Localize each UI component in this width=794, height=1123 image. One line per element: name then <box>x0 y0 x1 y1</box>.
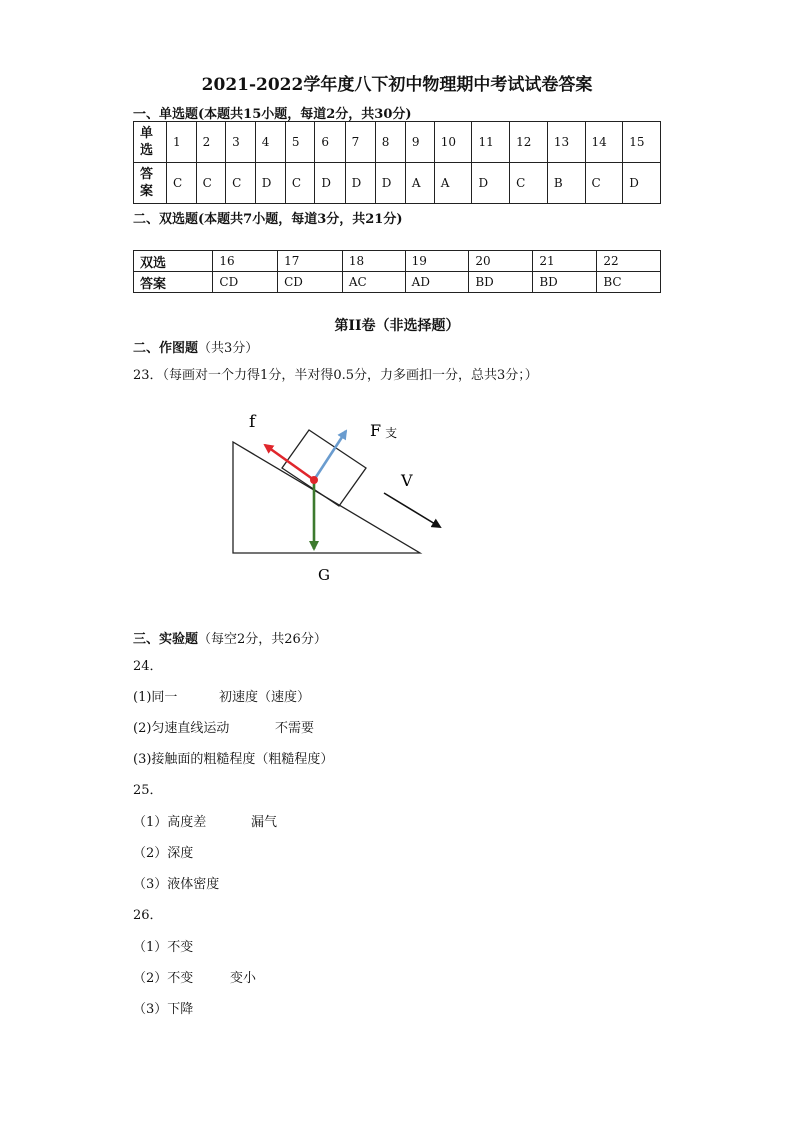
answer-cell: A <box>434 163 472 204</box>
drawing-heading: 二、作图题 <box>133 341 199 356</box>
q26-answer-1: （1）不变 <box>133 940 194 955</box>
row-label: 答案 <box>134 272 213 293</box>
section2-heading: 二、双选题(本题共7小题，每道3分，共21分) <box>133 212 403 227</box>
row-label: 答案 <box>134 163 167 204</box>
question-number: 22 <box>597 251 661 272</box>
answer-cell: D <box>623 163 661 204</box>
question-number: 2 <box>196 122 226 163</box>
row-label: 单选 <box>134 122 167 163</box>
question-number: 19 <box>405 251 469 272</box>
answer-cell: C <box>585 163 623 204</box>
q23-text: 23．（每画对一个力得1分，半对得0.5分，力多画扣一分，总共3分；） <box>133 368 538 383</box>
answer-cell: D <box>255 163 285 204</box>
table-row <box>134 122 661 163</box>
question-number: 20 <box>469 251 533 272</box>
section1-heading: 一、单选题(本题共15小题，每道2分，共30分) <box>133 107 412 122</box>
question-number: 8 <box>375 122 405 163</box>
answer-cell: BC <box>597 272 661 293</box>
page-title: 2021-2022学年度八下初中物理期中考试试卷答案 <box>201 75 593 95</box>
answer-cell: D <box>345 163 375 204</box>
drawing-heading-line <box>133 337 258 356</box>
experiment-heading-line <box>133 628 327 647</box>
block <box>282 430 366 506</box>
question-number: 6 <box>315 122 345 163</box>
answer-cell: BD <box>469 272 533 293</box>
double-choice-table <box>133 250 661 293</box>
answer-cell: CD <box>278 272 343 293</box>
answer-cell: BD <box>533 272 597 293</box>
question-number: 16 <box>213 251 278 272</box>
answer-cell: D <box>472 163 510 204</box>
answer-cell: D <box>375 163 405 204</box>
q24-answer-3: (3)接触面的粗糙程度（粗糙程度） <box>133 752 334 767</box>
q26-number: 26． <box>133 908 163 923</box>
row-label: 双选 <box>134 251 213 272</box>
q26-answer-2b: 变小 <box>230 971 257 986</box>
single-choice-table <box>133 121 661 204</box>
question-number: 15 <box>623 122 661 163</box>
drawing-heading-note: （共3分） <box>198 341 259 356</box>
label-f: f <box>249 412 256 432</box>
q25-number: 25． <box>133 783 163 798</box>
experiment-heading: 三、实验题 <box>133 632 199 647</box>
table-row <box>134 251 661 272</box>
q26-answer-3: （3）下降 <box>133 1002 194 1017</box>
question-number: 5 <box>285 122 315 163</box>
q25-answer-1: （1）高度差 <box>133 815 207 830</box>
question-number: 12 <box>510 122 548 163</box>
answer-cell: C <box>226 163 256 204</box>
question-number: 18 <box>342 251 405 272</box>
answer-cell: C <box>285 163 315 204</box>
q24-number: 24． <box>133 659 163 674</box>
q26-answer-2: （2）不变 <box>133 971 194 986</box>
answer-cell: C <box>510 163 548 204</box>
answer-cell: B <box>547 163 585 204</box>
q25-answer-1b: 漏气 <box>251 815 278 830</box>
experiment-heading-note: （每空2分，共26分） <box>198 632 327 647</box>
question-number: 21 <box>533 251 597 272</box>
question-number: 1 <box>167 122 197 163</box>
label-F: F 支 <box>370 421 398 440</box>
support-arrow <box>314 431 346 480</box>
question-number: 3 <box>226 122 256 163</box>
answer-cell: C <box>196 163 226 204</box>
force-point <box>310 476 318 484</box>
question-number: 11 <box>472 122 510 163</box>
answer-cell: AD <box>405 272 469 293</box>
question-number: 10 <box>434 122 472 163</box>
force-diagram <box>220 400 460 590</box>
q24-answer-2: (2)匀速直线运动 <box>133 721 230 736</box>
q24-answer-2b: 不需要 <box>275 721 315 736</box>
answer-cell: CD <box>213 272 278 293</box>
answer-cell: A <box>405 163 434 204</box>
q24-answer-1b: 初速度（速度） <box>219 690 311 705</box>
label-V: V <box>401 471 413 490</box>
q25-answer-2: （2）深度 <box>133 846 194 861</box>
friction-arrow <box>265 445 314 480</box>
question-number: 17 <box>278 251 343 272</box>
table-row <box>134 163 661 204</box>
answer-cell: D <box>315 163 345 204</box>
part2-title: 第II卷（非选择题） <box>334 318 460 334</box>
question-number: 4 <box>255 122 285 163</box>
answer-cell: AC <box>342 272 405 293</box>
question-number: 14 <box>585 122 623 163</box>
velocity-arrow <box>384 493 440 527</box>
table-row <box>134 272 661 293</box>
q24-answer-1: (1)同一 <box>133 690 178 705</box>
answer-cell: C <box>167 163 197 204</box>
q25-answer-3: （3）液体密度 <box>133 877 220 892</box>
question-number: 9 <box>405 122 434 163</box>
question-number: 13 <box>547 122 585 163</box>
question-number: 7 <box>345 122 375 163</box>
label-G: G <box>318 566 330 584</box>
